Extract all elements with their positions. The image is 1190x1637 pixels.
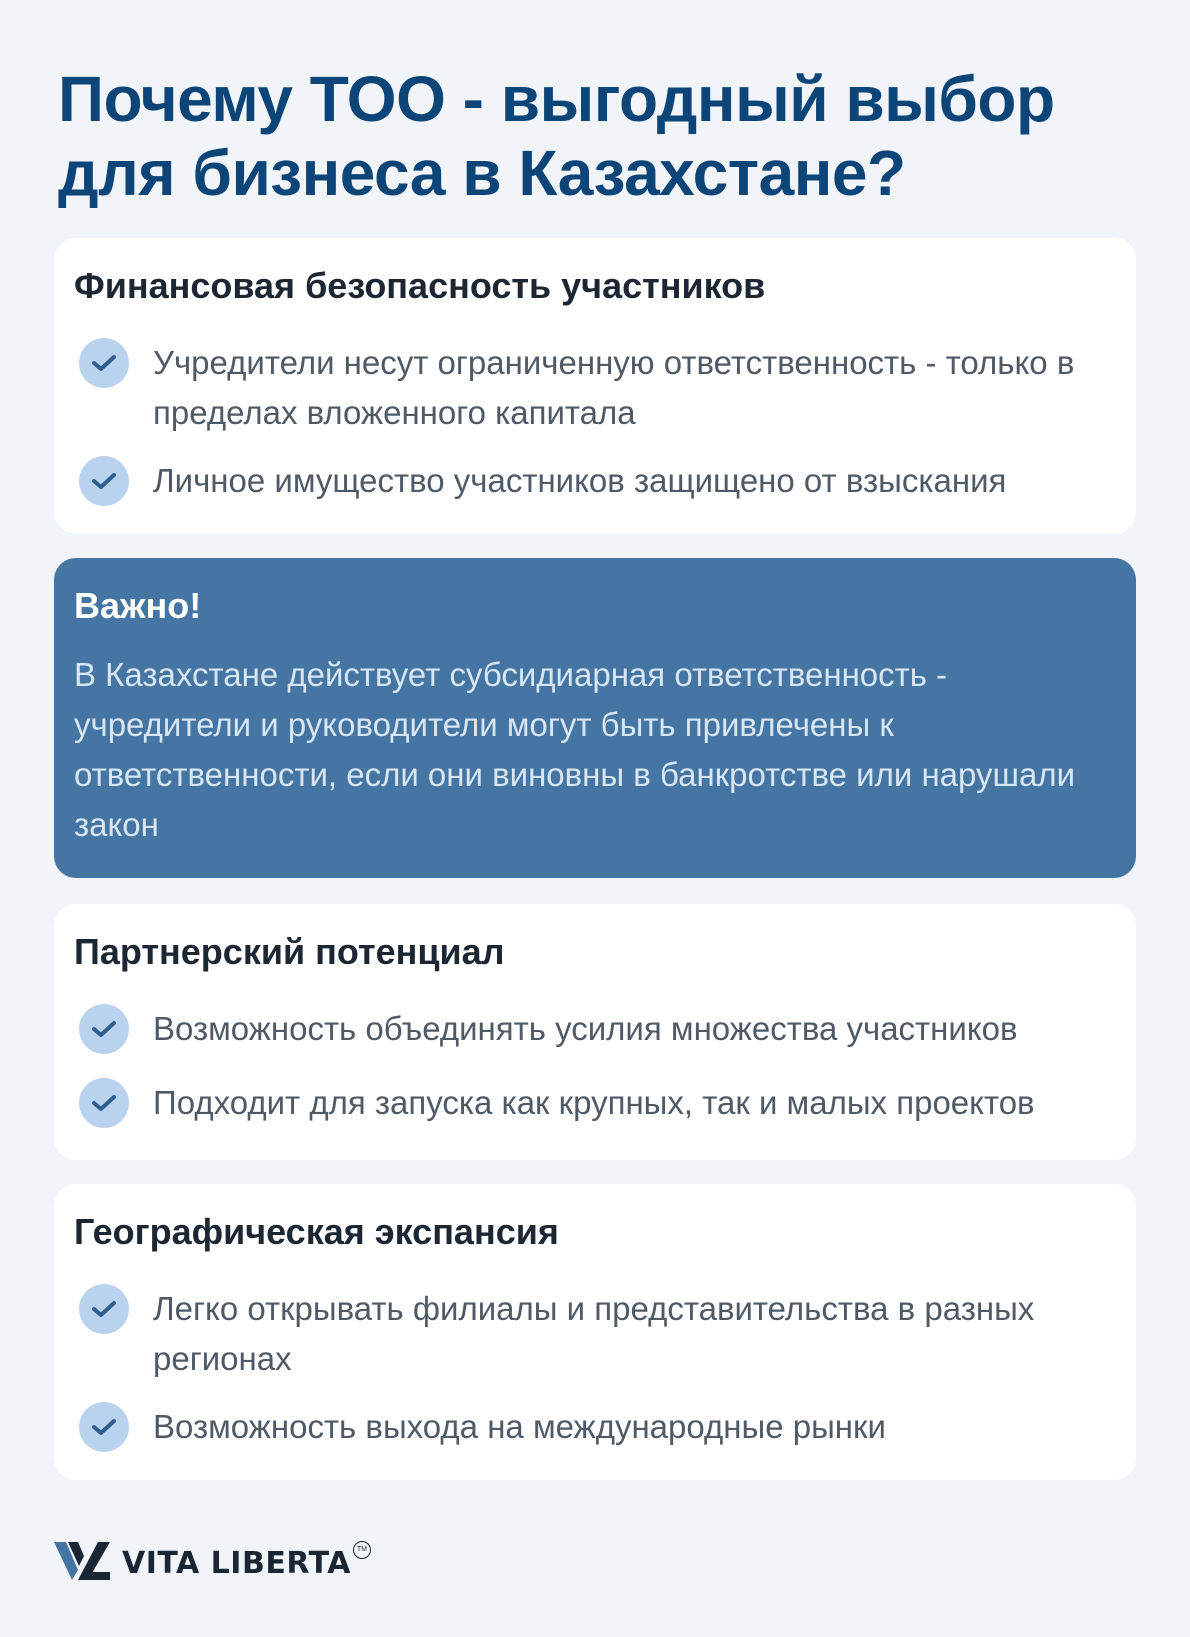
list-item	[74, 1284, 1116, 1384]
list-item-text: Личное имущество участников защищено от взыскания	[153, 462, 1007, 499]
check-circle-icon	[79, 1402, 129, 1452]
page-title: Почему ТОО - выгодный выбор для бизнеса в Казахстане?	[58, 63, 1055, 209]
important-note	[54, 558, 1136, 878]
section-heading: Финансовая безопасность участников	[74, 265, 766, 306]
list-item-text: Возможность выхода на международные рынки	[153, 1408, 886, 1445]
list-item	[74, 456, 1116, 506]
list-item-text: Подходит для запуска как крупных, так и малых проектов	[153, 1084, 1035, 1121]
section-card-financial-safety	[54, 238, 1136, 534]
list-item-text: Учредители несут ограниченную ответственность - только в пределах вложенного капитала	[153, 344, 1075, 431]
check-circle-icon	[79, 1078, 129, 1128]
list-item-text: Легко открывать филиалы и представительства в разных регионах	[153, 1290, 1035, 1377]
check-circle-icon	[79, 1004, 129, 1054]
list-item	[74, 1078, 1116, 1128]
section-heading: Партнерский потенциал	[74, 931, 505, 972]
check-circle-icon	[79, 1284, 129, 1334]
check-circle-icon	[79, 456, 129, 506]
vita-liberta-logo	[54, 1540, 371, 1587]
list-item	[74, 1004, 1116, 1054]
check-circle-icon	[79, 338, 129, 388]
trademark-mark: TM	[353, 1541, 371, 1559]
list-item-text: Возможность объединять усилия множества участников	[153, 1010, 1018, 1047]
logo-text: VITA LIBERTA	[122, 1546, 351, 1581]
section-heading: Географическая экспансия	[74, 1211, 559, 1252]
list-item	[74, 338, 1116, 438]
vita-liberta-logo-icon	[54, 1540, 110, 1587]
note-heading: Важно!	[74, 585, 202, 626]
section-card-partnership	[54, 904, 1136, 1160]
list-item	[74, 1402, 1116, 1452]
note-text: В Казахстане действует субсидиарная ответственность - учредители и руководители могут быть привлечены к ответственности, если они виновны в банкротстве или нарушали закон	[74, 656, 1076, 843]
section-card-geographic-expansion	[54, 1184, 1136, 1480]
